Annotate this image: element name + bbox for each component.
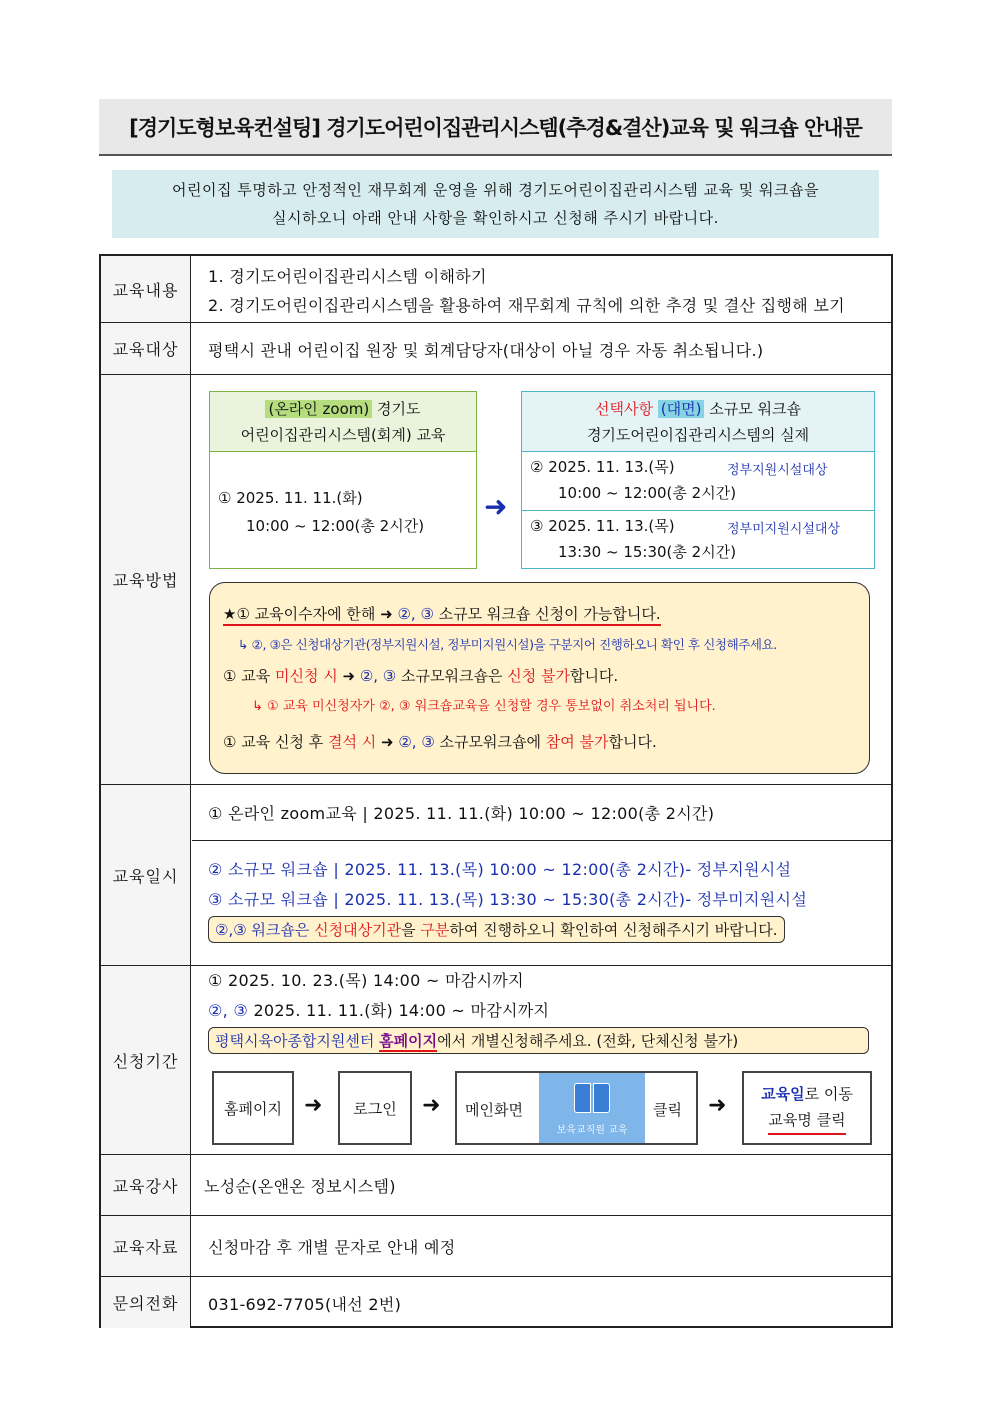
workshop-box: 선택사항 (대면) 소규모 워크숍 경기도어린이집관리시스템의 실제 ② 2025. 11. 13.(목) 정부지원시설대상 10:00 ~ 12:00(총 2시간) ③ 2025. 11. 13.(목) 정부미지원시설대상 13:30 ~ 15:30(총 2시간) (521, 391, 875, 569)
instructor-text: 노성순(온앤온 정보시스템) (204, 1177, 396, 1196)
row-contact (101, 1276, 891, 1328)
notice-line-2: ① 교육 미신청 시 ➜ ②, ③ 소규모워크숍은 신청 불가합니다. (223, 667, 619, 685)
apply-notice: 평택시육아종합지원센터 홈페이지에서 개별신청해주세요. (전화, 단체신청 불가) (208, 1027, 869, 1054)
online-date: ① 2025. 11. 11.(화) (218, 489, 363, 507)
face-to-face-highlight: (대면) (658, 400, 705, 418)
arrow-right-icon: ➜ (422, 1093, 441, 1118)
apply-period-1: ① 2025. 10. 23.(목) 14:00 ~ 마감시까지 (208, 971, 524, 990)
arrow-right-icon: ➜ (304, 1093, 323, 1118)
page-title: [경기도형보육컨설팅] 경기도어린이집관리시스템(추경&결산)교육 및 워크숍 안내문 (99, 99, 892, 156)
flow-step-main: 메인화면 보육교직원 교육 클릭 (455, 1071, 698, 1145)
arrow-right-icon: ➜ (484, 490, 508, 523)
flow-step-login: 로그인 (338, 1071, 412, 1145)
online-zoom-highlight: (온라인 zoom) (265, 400, 372, 418)
arrow-right-icon: ➜ (708, 1093, 727, 1118)
content-item-1: 1. 경기도어린이집관리시스템 이해하기 (208, 267, 487, 286)
notice-sub-1: ↳ ②, ③은 신청대상기관(정부지원시설, 정부미지원시설)을 구분지어 진행하오니 확인 후 신청해주세요. (238, 637, 777, 652)
book-icon (574, 1081, 610, 1115)
row-materials (101, 1215, 891, 1276)
row-label: 신청기간 (101, 966, 191, 1154)
apply-period-2: ②, ③ 2025. 11. 11.(화) 14:00 ~ 마감시까지 (208, 1001, 550, 1020)
notice-line-1: ★① 교육이수자에 한해 ➜ ②, ③ 소규모 워크숍 신청이 가능합니다. (223, 603, 661, 626)
flow-step-homepage: 홈페이지 (212, 1071, 294, 1145)
workshop-session-2: ② 2025. 11. 13.(목) 정부지원시설대상 10:00 ~ 12:00(총 2시간) (530, 458, 828, 502)
apply-flow (212, 1071, 872, 1147)
homepage-link[interactable]: 홈페이지 (379, 1032, 438, 1050)
notice-box (209, 582, 870, 774)
row-content (101, 256, 891, 322)
flow-step-course: 교육일로 이동 교육명 클릭 (742, 1071, 872, 1145)
row-instructor (101, 1154, 891, 1215)
row-label: 교육자료 (101, 1216, 191, 1276)
row-method (101, 374, 891, 784)
contact-phone: 031-692-7705(내선 2번) (208, 1295, 402, 1314)
row-schedule (101, 784, 891, 965)
intro-line-1: 어린이집 투명하고 안정적인 재무회계 운영을 위해 경기도어린이집관리시스템 교육 및 워크숍을 (171, 181, 820, 199)
schedule-workshop-3: ③ 소규모 워크숍 | 2025. 11. 13.(목) 13:30 ~ 15:30(총 2시간)- 정부미지원시설 (208, 890, 808, 909)
intro-line-2: 실시하오니 아래 안내 사항을 확인하시고 신청해 주시기 바랍니다. (272, 209, 719, 227)
session-target-tag: 정부지원시설대상 (727, 463, 828, 478)
row-label: 교육강사 (101, 1155, 191, 1215)
row-target (101, 322, 891, 374)
teacher-education-tile[interactable]: 보육교직원 교육 (539, 1073, 645, 1143)
schedule-workshop-2: ② 소규모 워크숍 | 2025. 11. 13.(목) 10:00 ~ 12:00(총 2시간)- 정부지원시설 (208, 860, 792, 879)
row-label: 문의전화 (101, 1277, 191, 1328)
workshop-session-3: ③ 2025. 11. 13.(목) 정부미지원시설대상 13:30 ~ 15:30(총 2시간) (522, 510, 874, 568)
row-apply (101, 965, 891, 1154)
optional-label: 선택사항 (595, 399, 653, 418)
content-item-2: 2. 경기도어린이집관리시스템을 활용하여 재무회계 규칙에 의한 추경 및 결산 집행해 보기 (208, 296, 845, 315)
info-table (99, 254, 893, 1328)
row-label: 교육일시 (101, 785, 191, 965)
notice-sub-2: ↳ ① 교육 미신청자가 ②, ③ 워크숍교육을 신청할 경우 통보없이 취소처리 됩니다. (252, 699, 716, 714)
row-label: 교육내용 (101, 256, 191, 322)
online-title-2: 어린이집관리시스템(회계) 교육 (240, 425, 446, 444)
materials-text: 신청마감 후 개별 문자로 안내 예정 (208, 1238, 456, 1257)
workshop-title-2: 경기도어린이집관리시스템의 실제 (586, 425, 810, 444)
intro-box (112, 170, 879, 238)
online-course-box: (온라인 zoom) 경기도 어린이집관리시스템(회계) 교육 ① 2025. 11. 11.(화) 10:00 ~ 12:00(총 2시간) (209, 391, 477, 569)
target-text: 평택시 관내 어린이집 원장 및 회계담당자(대상이 아닐 경우 자동 취소됩니다.) (208, 341, 764, 360)
schedule-note: ②,③ 워크숍은 신청대상기관을 구분하여 진행하오니 확인하여 신청해주시기 바랍니다. (208, 916, 785, 943)
row-label: 교육대상 (101, 323, 191, 374)
schedule-divider (192, 840, 891, 841)
notice-line-3: ① 교육 신청 후 결석 시 ➜ ②, ③ 소규모워크숍에 참여 불가합니다. (223, 733, 657, 751)
schedule-online: ① 온라인 zoom교육 | 2025. 11. 11.(화) 10:00 ~ 12:00(총 2시간) (208, 804, 715, 823)
online-time: 10:00 ~ 12:00(총 2시간) (246, 517, 425, 535)
row-label: 교육방법 (101, 375, 191, 784)
session-target-tag: 정부미지원시설대상 (727, 522, 841, 537)
